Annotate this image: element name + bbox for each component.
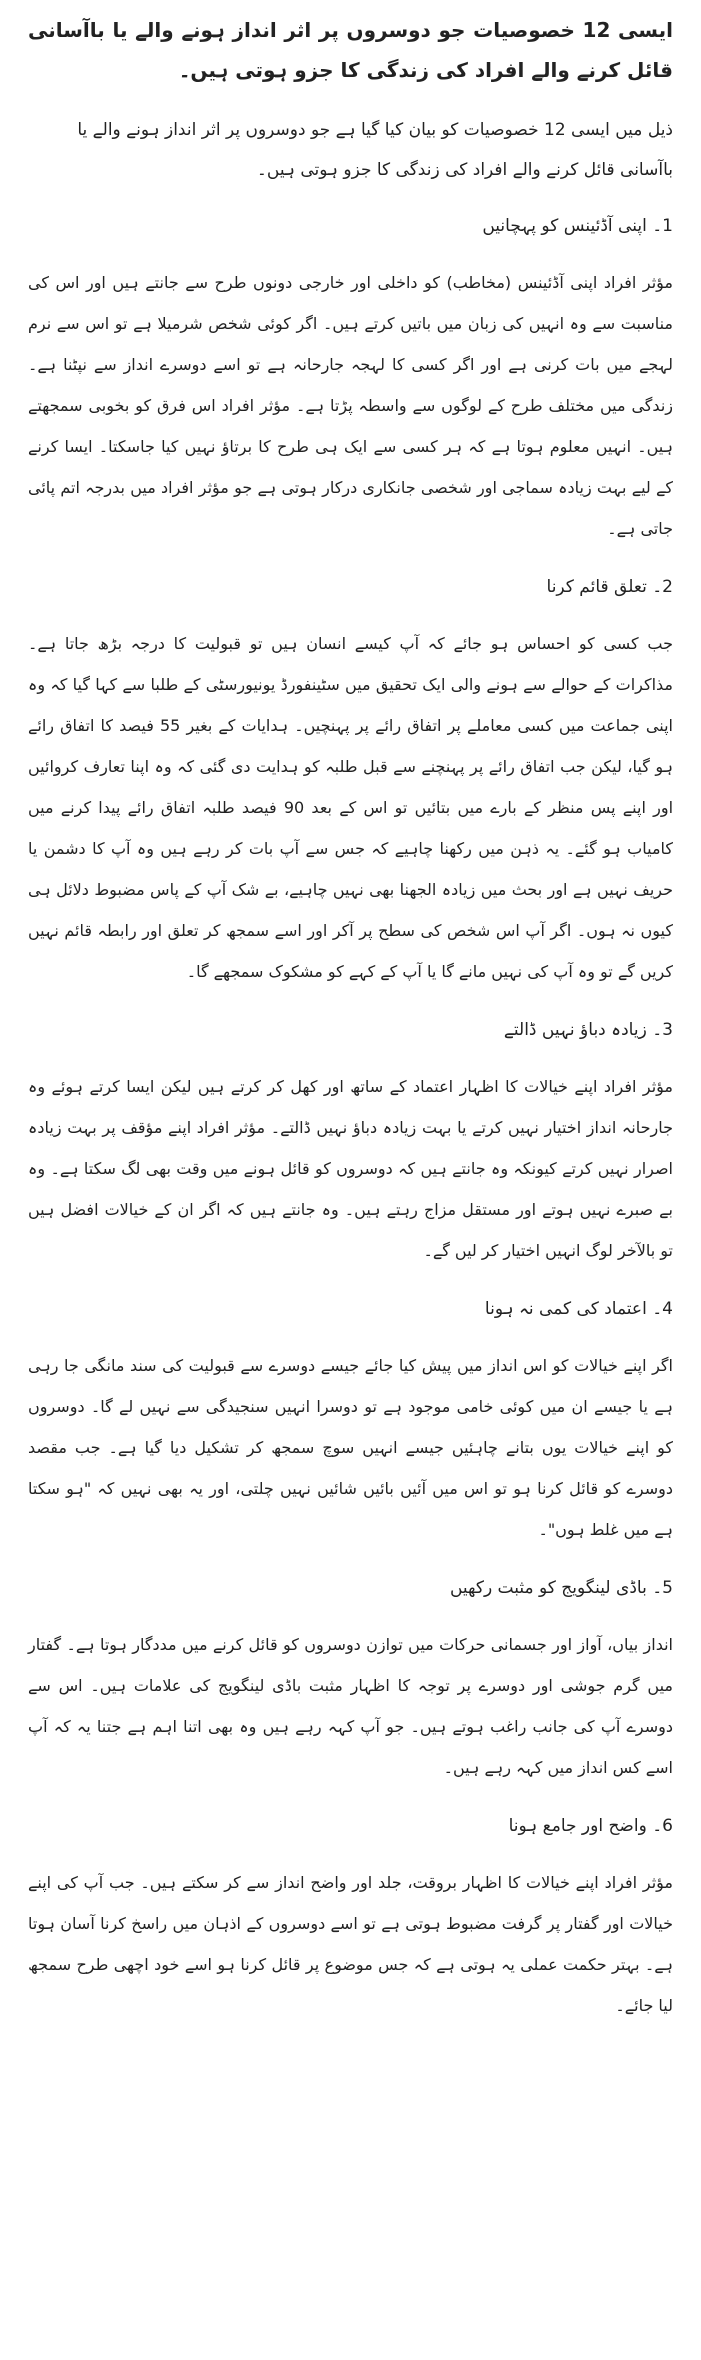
article-intro: ذیل میں ایسی 12 خصوصیات کو بیان کیا گیا ہے جو دوسروں پر اثر انداز ہونے والے یا باآسانی قائل کرنے والے افراد کی زندگی کا جزو ہوتی ہیں۔ [77, 120, 673, 180]
section-body-6: مؤثر افراد اپنے خیالات کا اظہار بروقت، جلد اور واضح انداز سے کر سکتے ہیں۔ جب آپ کی اپنے خیالات اور گفتار پر گرفت مضبوط ہوتی ہے تو اسے دوسروں کے اذہان میں راسخ کرنا آسان ہوتا ہے۔ بہتر حکمت عملی یہ ہوتی ہے کہ جس موضوع پر قائل کرنا ہو اسے خود اچھی طرح سمجھ لیا جائے۔ [28, 1873, 673, 2015]
section-heading-1: 1۔ اپنی آڈئینس کو پہچانیں [482, 216, 673, 236]
section-body-4: اگر اپنے خیالات کو اس انداز میں پیش کیا جائے جیسے دوسرے سے قبولیت کی سند مانگی جا رہی ہے یا جیسے ان میں کوئی خامی موجود ہے تو دوسرا انہیں سنجیدگی سے نہیں لے گا۔ دوسروں کو اپنے خیالات یوں بتانے چاہئیں جیسے انہیں سوچ سمجھ کر تشکیل دیا گیا ہے۔ جب مقصد دوسرے کو قائل کرنا ہو تو اس میں آئیں بائیں شائیں نہیں چلتی، اور یہ بھی نہیں کہ "ہو سکتا ہے میں غلط ہوں"۔ [28, 1356, 673, 1539]
section-heading-6: 6۔ واضح اور جامع ہونا [508, 1816, 673, 1836]
section-heading-2: 2۔ تعلق قائم کرنا [546, 577, 673, 597]
article-title: ایسی 12 خصوصیات جو دوسروں پر اثر انداز ہونے والے یا باآسانی قائل کرنے والے افراد کی زندگی کا جزو ہوتی ہیں۔ [28, 18, 673, 82]
section-heading-4: 4۔ اعتماد کی کمی نہ ہونا [484, 1299, 673, 1319]
section-heading-5: 5۔ باڈی لینگویج کو مثبت رکھیں [449, 1578, 673, 1598]
section-heading-3: 3۔ زیادہ دباؤ نہیں ڈالتے [503, 1020, 673, 1040]
section-body-3: مؤثر افراد اپنے خیالات کا اظہار اعتماد کے ساتھ اور کھل کر کرتے ہیں لیکن ایسا کرتے ہوئے وہ جارحانہ انداز اختیار نہیں کرتے یا بہت زیادہ دباؤ نہیں ڈالتے۔ مؤثر افراد اپنے مؤقف پر بہت زیادہ اصرار نہیں کرتے کیونکہ وہ جانتے ہیں کہ دوسروں کو قائل ہونے میں وقت بھی لگ سکتا ہے۔ وہ بے صبرے نہیں ہوتے اور مستقل مزاج رہتے ہیں۔ وہ جانتے ہیں کہ اگر ان کے خیالات افضل ہیں تو بالآخر لوگ انہیں اختیار کر لیں گے۔ [28, 1077, 673, 1260]
section-body-5: انداز بیاں، آواز اور جسمانی حرکات میں توازن دوسروں کو قائل کرنے میں مددگار ہوتا ہے۔ گفتار میں گرم جوشی اور دوسرے پر توجہ کا اظہار مثبت باڈی لینگویج کی علامات ہیں۔ اس سے دوسرے آپ کی جانب راغب ہوتے ہیں۔ جو آپ کہہ رہے ہیں وہ بھی اتنا اہم ہے جتنا یہ کہ آپ اسے کس انداز میں کہہ رہے ہیں۔ [28, 1635, 673, 1777]
section-body-2: جب کسی کو احساس ہو جائے کہ آپ کیسے انسان ہیں تو قبولیت کا درجہ بڑھ جاتا ہے۔ مذاکرات کے حوالے سے ہونے والی ایک تحقیق میں سٹینفورڈ یونیورسٹی کے طلبا سے کہا گیا کہ وہ اپنی جماعت میں کسی معاملے پر اتفاق رائے پر پہنچیں۔ ہدایات کے بغیر 55 فیصد کا اتفاق رائے ہو گیا، لیکن جب اتفاق رائے پر پہنچنے سے قبل طلبہ کو ہدایت دی گئی کہ وہ اپنا تعارف کروائیں اور اپنے پس منظر کے بارے میں بتائیں تو اس کے بعد 90 فیصد طلبہ اتفاق رائے پیدا کرنے میں کامیاب ہو گئے۔ یہ ذہن میں رکھنا چاہیے کہ جس سے آپ بات کر رہے ہیں وہ آپ کا دشمن یا حریف نہیں ہے اور بحث میں زیادہ الجھنا بھی نہیں چاہیے، بے شک آپ کے پاس مضبوط دلائل ہی کیوں نہ ہوں۔ اگر آپ اس شخص کی سطح پر آکر اور اسے سمجھ کر تعلق اور رابطہ قائم نہیں کریں گے تو وہ آپ کی نہیں مانے گا یا آپ کے کہے کو مشکوک سمجھے گا۔ [28, 634, 674, 981]
section-body-1: مؤثر افراد اپنی آڈئینس (مخاطب) کو داخلی اور خارجی دونوں طرح سے جانتے ہیں اور اس کی مناسبت سے وہ انہیں کی زبان میں باتیں کرتے ہیں۔ اگر کوئی شخص شرمیلا ہے تو اس سے نرم لہجے میں بات کرنی ہے اور اگر کسی کا لہجہ جارحانہ ہے تو اسے دوسرے انداز سے نپٹنا ہے۔ زندگی میں مختلف طرح کے لوگوں سے واسطہ پڑتا ہے۔ مؤثر افراد اس فرق کو بخوبی سمجھتے ہیں۔ انہیں معلوم ہوتا ہے کہ ہر کسی سے ایک ہی طرح کا برتاؤ نہیں کیا جاسکتا۔ ایسا کرنے کے لیے بہت زیادہ سماجی اور شخصی جانکاری درکار ہوتی ہے جو مؤثر افراد میں بدرجہ اتم پائی جاتی ہے۔ [28, 273, 673, 538]
